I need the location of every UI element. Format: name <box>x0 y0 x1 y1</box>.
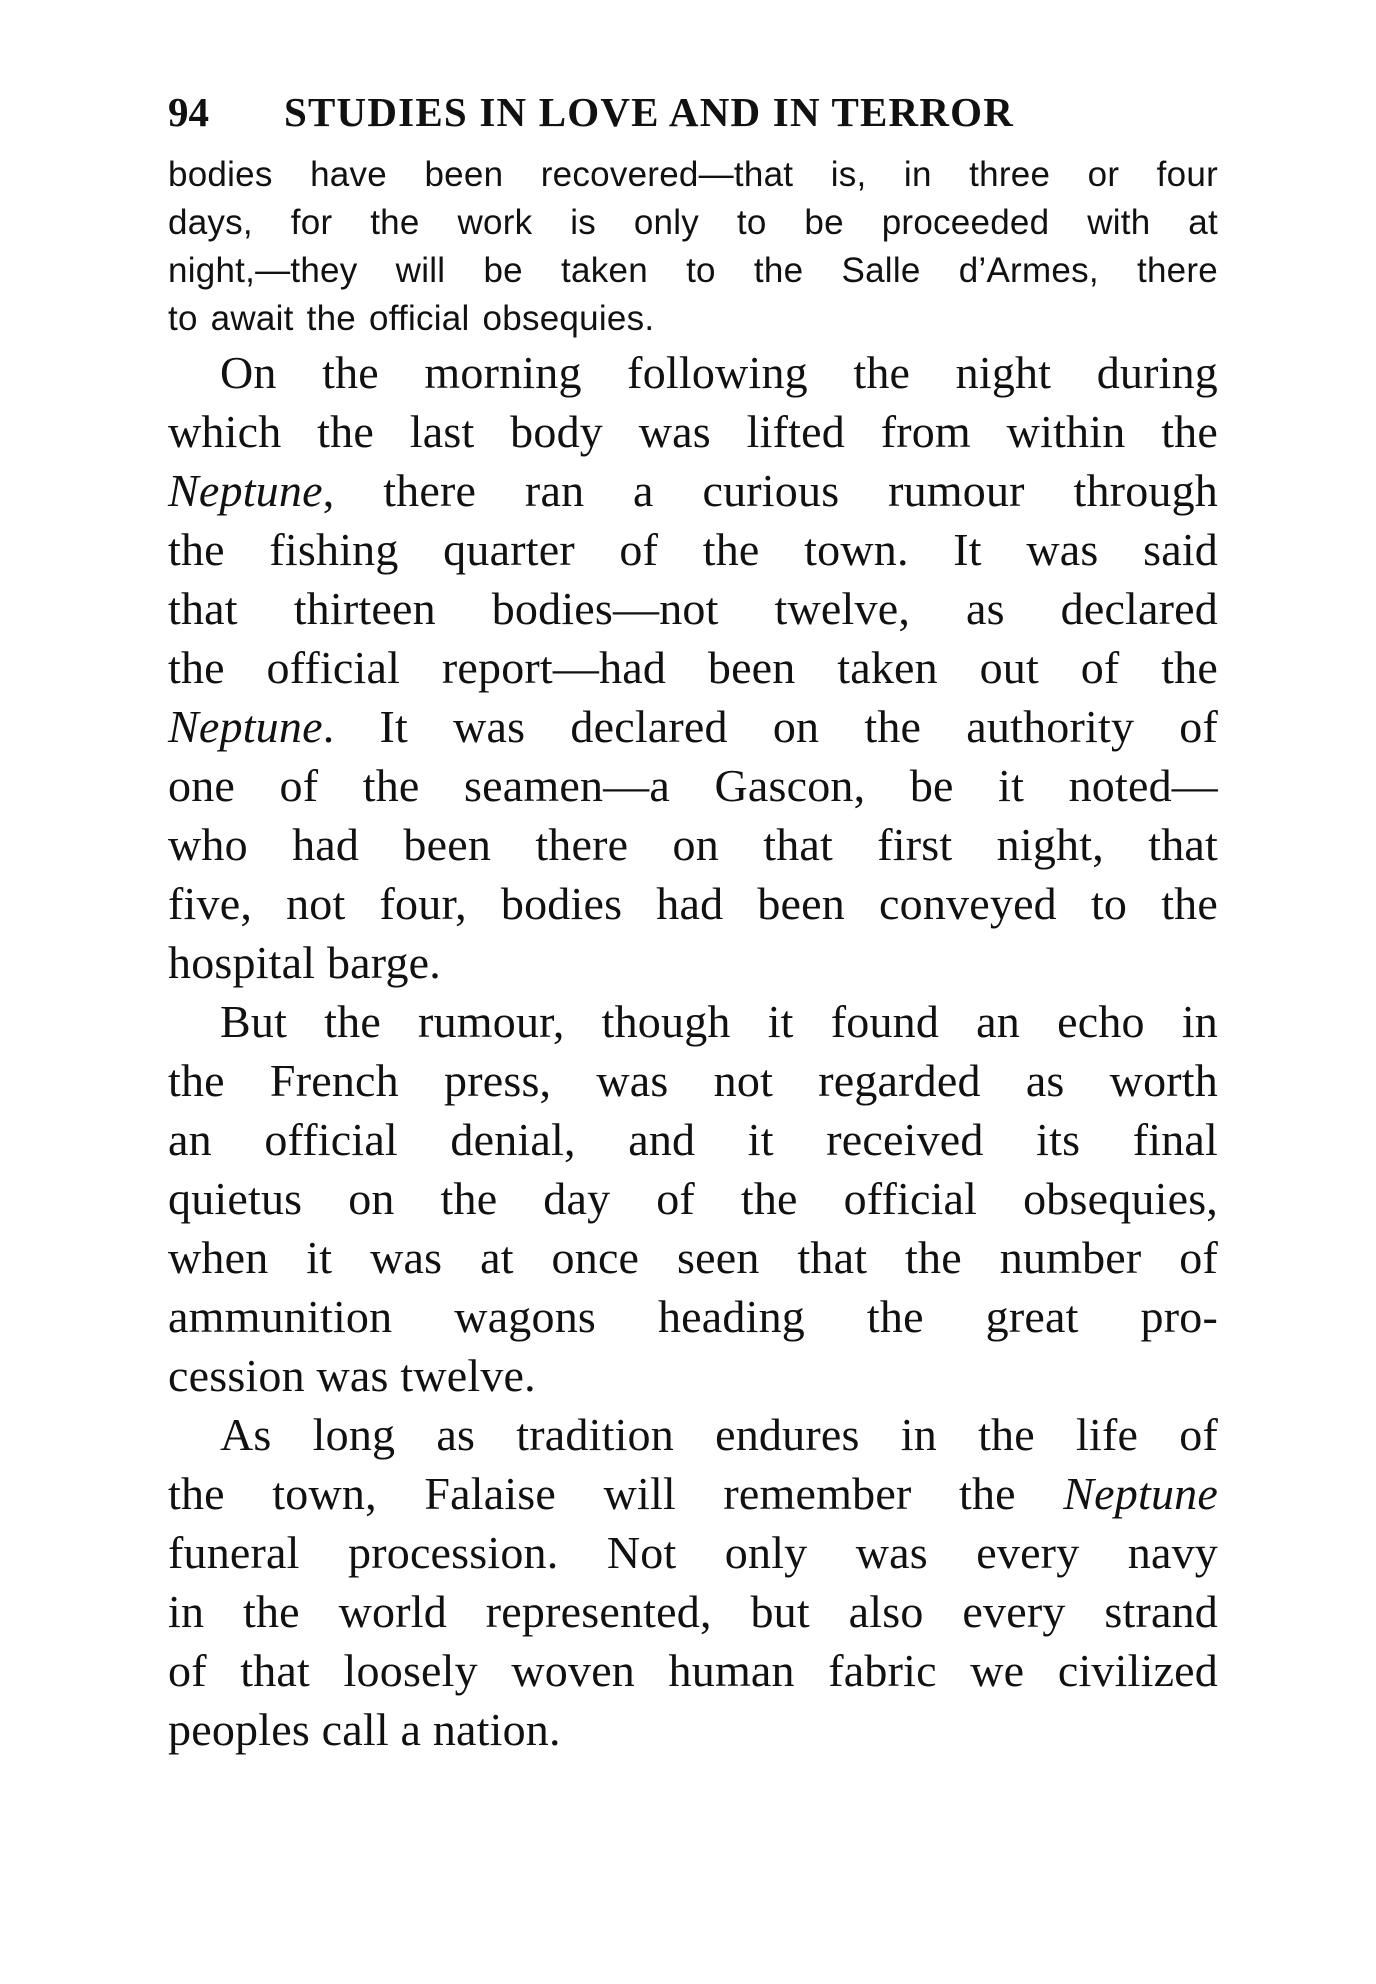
italic-word: Neptune <box>168 701 323 752</box>
text-line: the official report—had been taken out of the <box>168 642 1218 693</box>
text-line: that thirteen bodies—not twelve, as declared <box>168 583 1218 634</box>
text-line: of that loosely woven human fabric we civilized <box>168 1645 1218 1696</box>
text-line: Neptune. It was declared on the authority of <box>168 701 1218 752</box>
italic-word: Neptune <box>1063 1468 1218 1519</box>
continued-text <box>168 151 1218 343</box>
paragraph-2 <box>168 992 1218 1405</box>
text-line: On the morning following the night during <box>220 347 1218 398</box>
text-line: night,—they will be taken to the Salle d’Armes, there <box>168 251 1218 290</box>
text-line: funeral procession. Not only was every navy <box>168 1527 1218 1578</box>
text-line: which the last body was lifted from within the <box>168 406 1218 457</box>
main-text <box>168 343 1218 1759</box>
text-line: five, not four, bodies had been conveyed to the <box>168 878 1218 929</box>
book-page <box>168 89 1218 1759</box>
text-line: to await the official obsequies. <box>168 299 655 338</box>
text-line: the fishing quarter of the town. It was said <box>168 524 1218 575</box>
text-line: an official denial, and it received its final <box>168 1114 1218 1165</box>
text-line: ammunition wagons heading the great pro- <box>168 1291 1218 1342</box>
text-line: in the world represented, but also every strand <box>168 1586 1218 1637</box>
text-line: hospital barge. <box>168 937 441 988</box>
text-line: peoples call a nation. <box>168 1704 561 1755</box>
book-title: STUDIES IN LOVE AND IN TERROR <box>284 89 1015 135</box>
paragraph-1 <box>168 343 1218 992</box>
text-line: days, for the work is only to be proceeded with at <box>168 203 1218 242</box>
text-line: who had been there on that first night, that <box>168 819 1218 870</box>
text-line: cession was twelve. <box>168 1350 536 1401</box>
text-line: when it was at once seen that the number of <box>168 1232 1218 1283</box>
italic-word: Neptune <box>168 465 323 516</box>
continued-note-block <box>168 151 1218 343</box>
text-line: the town, Falaise will remember the Neptune <box>168 1468 1218 1519</box>
text-line: quietus on the day of the official obsequies, <box>168 1173 1218 1224</box>
text-line: Neptune, there ran a curious rumour through <box>168 465 1218 516</box>
paragraph-3 <box>168 1405 1218 1759</box>
text-line: the French press, was not regarded as worth <box>168 1055 1218 1106</box>
text-line: one of the seamen—a Gascon, be it noted— <box>168 760 1218 811</box>
text-line: As long as tradition endures in the life of <box>220 1409 1218 1460</box>
running-head <box>168 89 1218 135</box>
text-line: bodies have been recovered—that is, in three or four <box>168 155 1218 194</box>
text-line: But the rumour, though it found an echo in <box>220 996 1218 1047</box>
page-number: 94 <box>168 89 209 135</box>
